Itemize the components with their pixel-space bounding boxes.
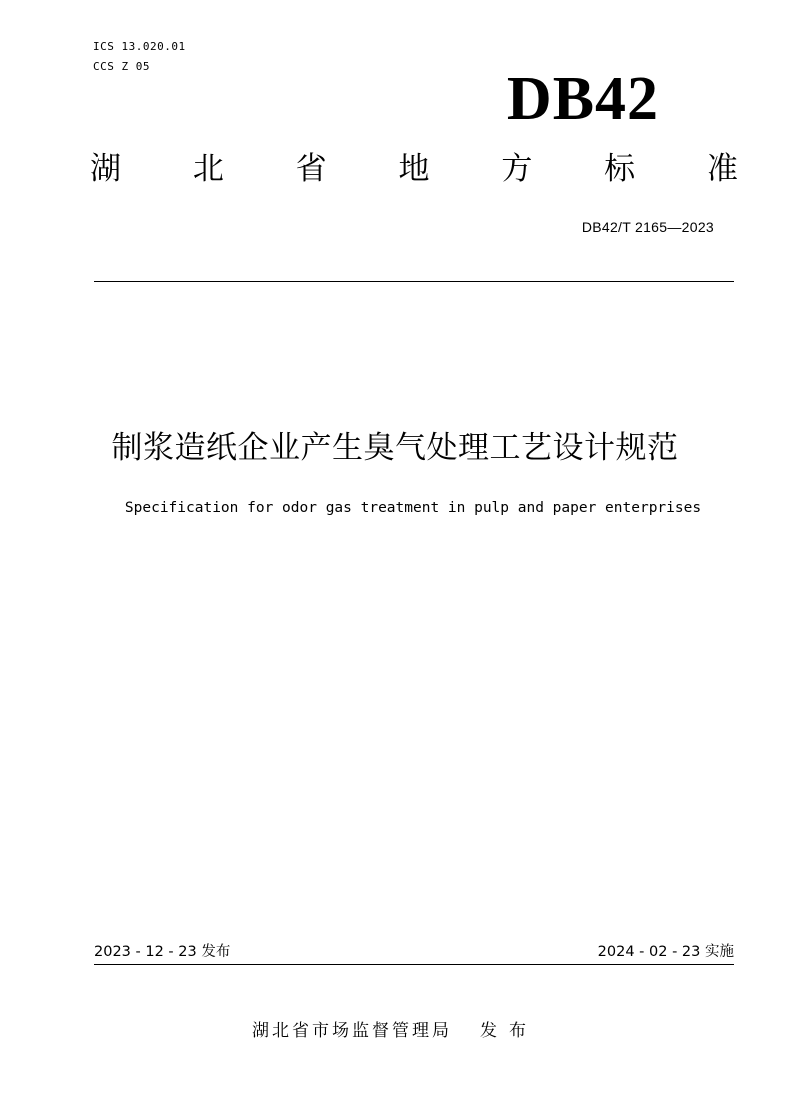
publisher-name: 湖北省市场监督管理局 xyxy=(252,1021,452,1041)
standard-type-char: 北 xyxy=(192,151,224,187)
standard-type-char: 方 xyxy=(501,151,533,187)
standard-type-heading xyxy=(90,147,738,191)
standard-type-char: 省 xyxy=(295,151,327,187)
standard-type-char: 准 xyxy=(706,151,738,187)
bottom-divider xyxy=(94,964,734,965)
standard-type-char: 湖 xyxy=(90,151,121,187)
db42-logo: DB42 xyxy=(506,65,660,133)
ics-code: ICS 13.020.01 xyxy=(93,40,186,53)
publisher-line xyxy=(0,1018,790,1044)
standard-type-char: 地 xyxy=(398,151,430,187)
standard-type-char: 标 xyxy=(604,151,636,187)
title-chinese: 制浆造纸企业产生臭气处理工艺设计规范 xyxy=(111,430,679,466)
issue-date: 2023 - 12 - 23 发布 xyxy=(94,944,231,960)
implementation-date: 2024 - 02 - 23 实施 xyxy=(597,944,734,960)
ccs-code: CCS Z 05 xyxy=(93,60,150,73)
top-divider xyxy=(94,281,734,282)
title-english: Specification for odor gas treatment in pulp and paper enterprises xyxy=(124,500,702,516)
standard-number: DB42/T 2165—2023 xyxy=(581,219,714,235)
publisher-action: 发布 xyxy=(480,1021,538,1041)
